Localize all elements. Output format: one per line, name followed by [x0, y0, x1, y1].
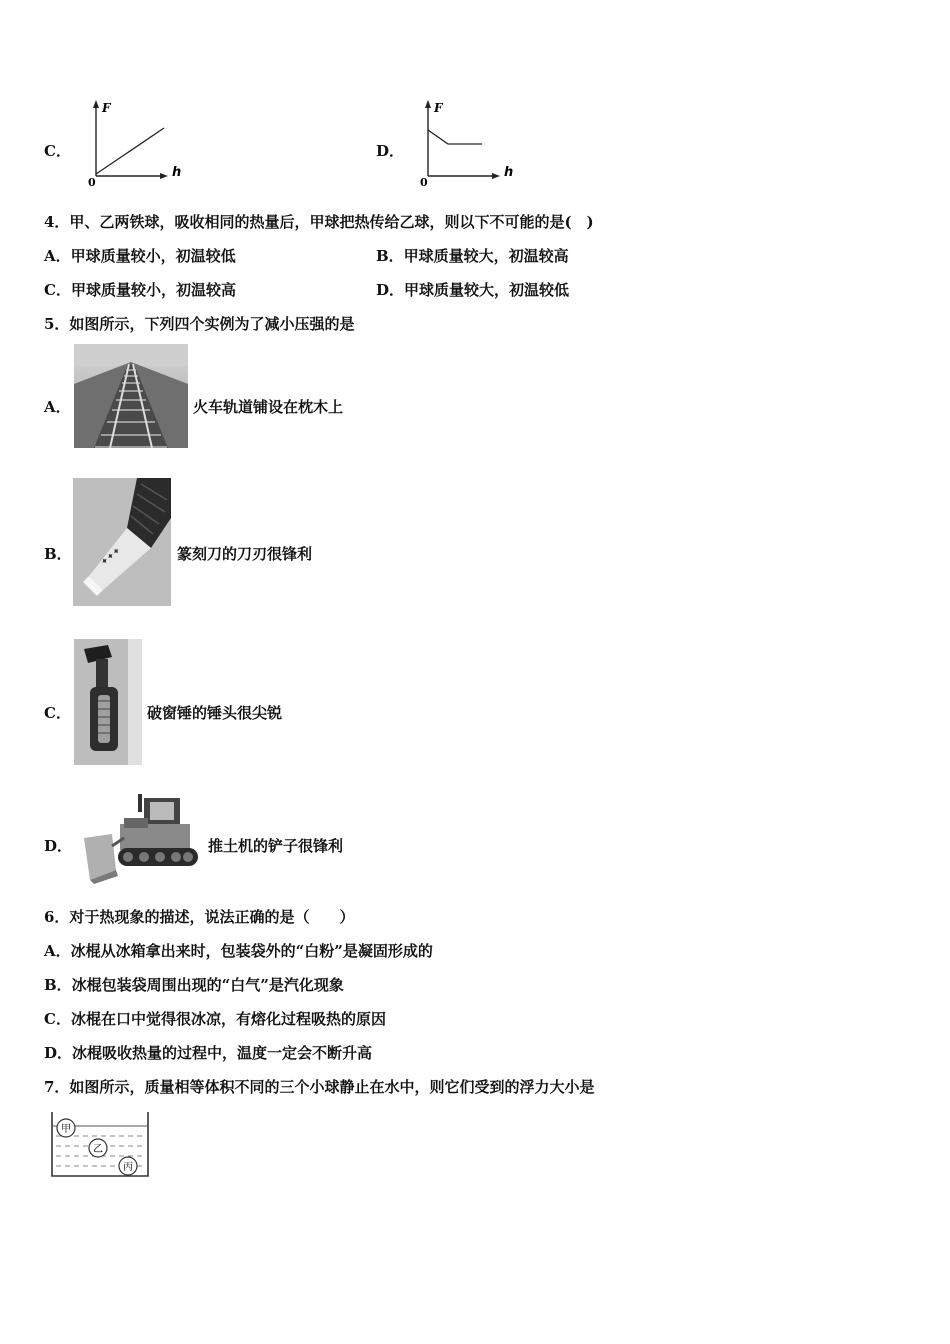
ball-bing-label: 丙 [123, 1162, 133, 1173]
q3-d-origin: 0 [420, 176, 428, 188]
q3-d-y-arrow [425, 100, 431, 108]
ball-jia-label: 甲 [61, 1124, 71, 1135]
q3-graph-d [416, 98, 526, 188]
q3-c-origin: 0 [88, 176, 96, 188]
ball-yi-label: 乙 [93, 1144, 103, 1155]
q6-stem: 6．对于热现象的描述，说法正确的是（ ） [44, 908, 355, 926]
q3-c-f-label: F [102, 101, 111, 115]
q3-d-line [428, 130, 482, 144]
q3-d-f-label: F [434, 101, 443, 115]
q5-option-b-label[interactable]: B． [44, 545, 72, 563]
q5-stem: 5．如图所示，下列四个实例为了减小压强的是 [44, 315, 355, 333]
railway-track-image [74, 344, 188, 448]
q3-c-y-arrow [93, 100, 99, 108]
window-breaker-hammer-image [74, 639, 142, 765]
q5-option-d-label[interactable]: D． [44, 837, 73, 855]
q4-stem: 4．甲、乙两铁球，吸收相同的热量后，甲球把热传给乙球，则以下不可能的是( ) [44, 213, 594, 231]
q4-option-a[interactable]: A．甲球质量较小，初温较低 [44, 247, 236, 265]
q3-c-h-label: h [172, 165, 182, 180]
q5-option-d-text: 推土机的铲子很锋利 [208, 837, 344, 855]
q5-option-c-label[interactable]: C． [44, 704, 71, 722]
q5-option-a-label[interactable]: A． [44, 398, 71, 416]
q3-d-x-arrow [492, 173, 500, 179]
q6-option-d[interactable]: D．冰棍吸收热量的过程中，温度一定会不断升高 [44, 1044, 373, 1062]
q3-option-d-label[interactable]: D． [376, 142, 405, 160]
q4-option-c[interactable]: C．甲球质量较小，初温较高 [44, 281, 236, 299]
q4-option-b[interactable]: B．甲球质量较大，初温较高 [376, 247, 569, 265]
q3-graph-c [84, 98, 194, 188]
q5-option-a-text: 火车轨道铺设在枕木上 [193, 398, 344, 416]
svg-text:✦✦✦: ✦✦✦ [99, 545, 124, 569]
bulldozer-image [82, 794, 204, 886]
q3-d-h-label: h [504, 165, 514, 180]
q6-option-b[interactable]: B．冰棍包装袋周围出现的“白气”是汽化现象 [44, 976, 344, 994]
q6-option-c[interactable]: C．冰棍在口中觉得很冰凉，有熔化过程吸热的原因 [44, 1010, 386, 1028]
q7-water-container-diagram [48, 1108, 152, 1180]
q3-c-line [96, 128, 164, 174]
carving-knife-image [73, 478, 171, 606]
q4-option-d[interactable]: D．甲球质量较大，初温较低 [376, 281, 570, 299]
q5-option-b-text: 篆刻刀的刀刃很锋利 [177, 545, 313, 563]
q3-c-x-arrow [160, 173, 168, 179]
q7-stem: 7．如图所示，质量相等体积不同的三个小球静止在水中，则它们受到的浮力大小是 [44, 1078, 595, 1096]
q3-option-c-label[interactable]: C． [44, 142, 71, 160]
q5-option-c-text: 破窗锤的锤头很尖锐 [147, 704, 283, 722]
q6-option-a[interactable]: A．冰棍从冰箱拿出来时，包装袋外的“白粉”是凝固形成的 [44, 942, 433, 960]
